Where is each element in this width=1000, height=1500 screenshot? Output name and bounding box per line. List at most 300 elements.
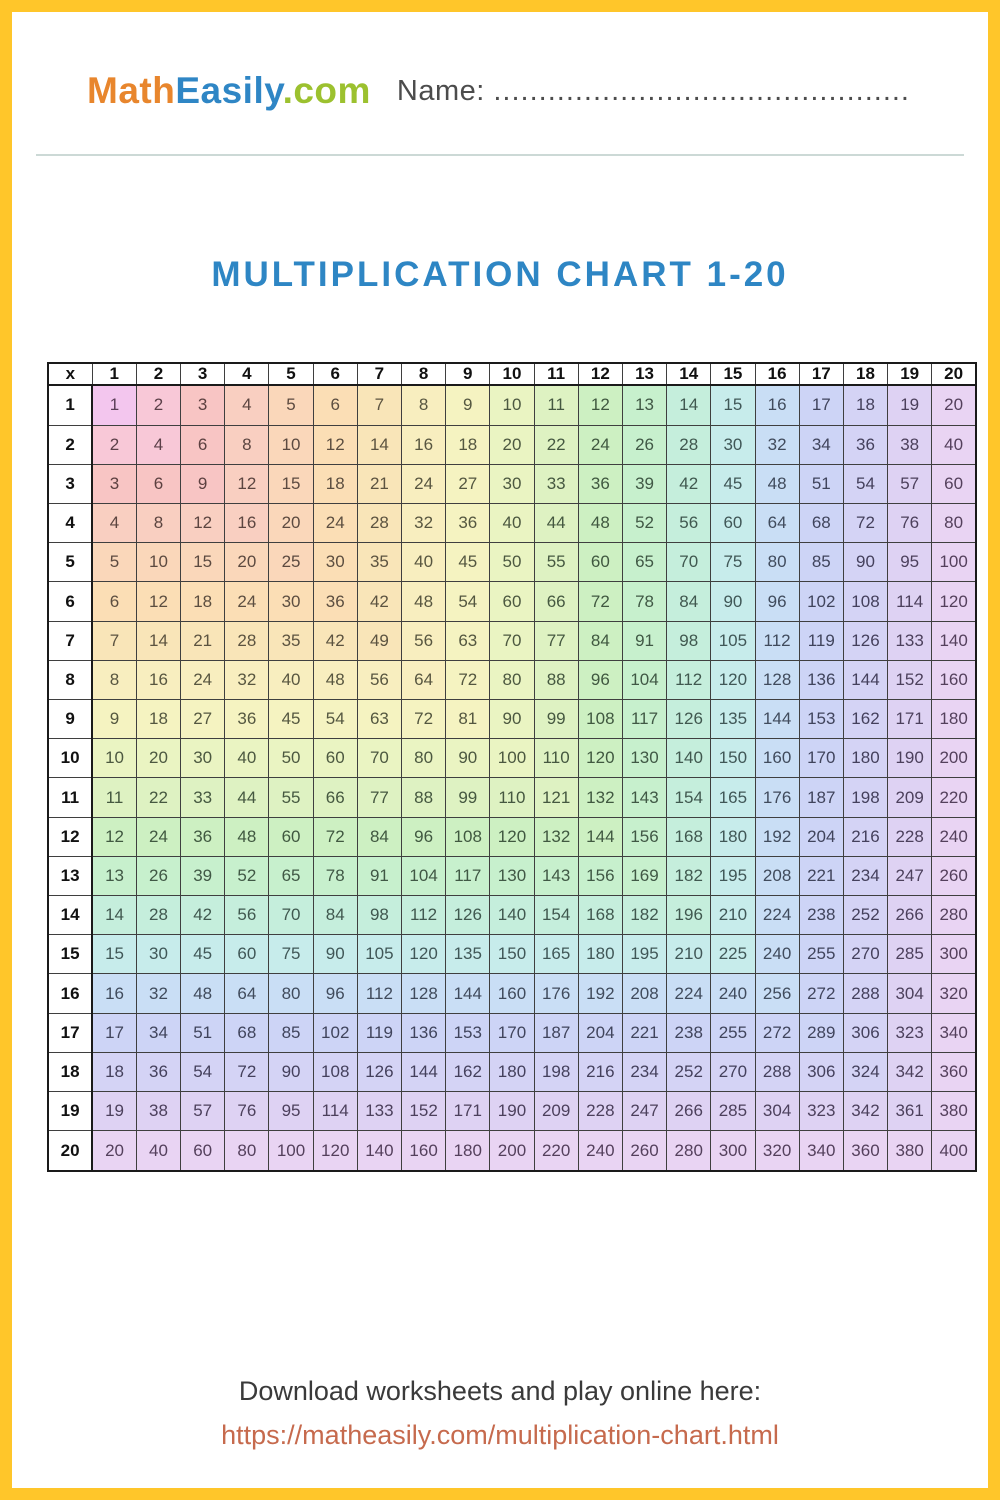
- table-cell: 8: [402, 385, 446, 425]
- table-row: [48, 1013, 976, 1052]
- column-header: 13: [622, 363, 666, 385]
- table-cell: 126: [446, 896, 490, 935]
- table-cell: 114: [313, 1092, 357, 1131]
- table-cell: 14: [667, 385, 711, 425]
- table-cell: 72: [313, 817, 357, 856]
- table-cell: 180: [843, 739, 887, 778]
- table-cell: 135: [711, 700, 755, 739]
- table-cell: 30: [136, 935, 180, 974]
- table-cell: 220: [932, 778, 976, 817]
- table-cell: 42: [667, 464, 711, 503]
- table-cell: 7: [357, 385, 401, 425]
- column-header: 17: [799, 363, 843, 385]
- table-cell: 144: [843, 660, 887, 699]
- row-header: 17: [48, 1013, 92, 1052]
- table-row: [48, 660, 976, 699]
- table-cell: 133: [888, 621, 932, 660]
- table-cell: 76: [888, 504, 932, 543]
- table-cell: 20: [92, 1131, 136, 1171]
- table-cell: 14: [136, 621, 180, 660]
- table-cell: 324: [843, 1052, 887, 1091]
- table-cell: 27: [181, 700, 225, 739]
- table-cell: 54: [843, 464, 887, 503]
- table-cell: 98: [667, 621, 711, 660]
- table-cell: 108: [446, 817, 490, 856]
- table-cell: 289: [799, 1013, 843, 1052]
- table-cell: 216: [843, 817, 887, 856]
- table-cell: 3: [181, 385, 225, 425]
- table-cell: 10: [269, 425, 313, 464]
- table-row: [48, 700, 976, 739]
- table-cell: 34: [799, 425, 843, 464]
- table-cell: 160: [755, 739, 799, 778]
- table-cell: 54: [313, 700, 357, 739]
- table-cell: 2: [92, 425, 136, 464]
- table-cell: 8: [225, 425, 269, 464]
- table-cell: 70: [269, 896, 313, 935]
- table-cell: 224: [667, 974, 711, 1013]
- table-cell: 63: [446, 621, 490, 660]
- table-cell: 45: [181, 935, 225, 974]
- table-cell: 64: [402, 660, 446, 699]
- table-cell: 4: [92, 504, 136, 543]
- table-cell: 75: [269, 935, 313, 974]
- table-cell: 221: [622, 1013, 666, 1052]
- table-cell: 88: [534, 660, 578, 699]
- table-row: [48, 543, 976, 582]
- table-cell: 95: [269, 1092, 313, 1131]
- corner-header-cell: x: [48, 363, 92, 385]
- table-cell: 42: [181, 896, 225, 935]
- row-header: 7: [48, 621, 92, 660]
- row-header: 12: [48, 817, 92, 856]
- table-cell: 240: [755, 935, 799, 974]
- table-cell: 44: [534, 504, 578, 543]
- table-cell: 90: [313, 935, 357, 974]
- table-cell: 176: [755, 778, 799, 817]
- table-cell: 14: [92, 896, 136, 935]
- table-cell: 48: [313, 660, 357, 699]
- table-cell: 80: [225, 1131, 269, 1171]
- row-header: 4: [48, 504, 92, 543]
- table-cell: 10: [490, 385, 534, 425]
- row-header: 2: [48, 425, 92, 464]
- table-cell: 272: [799, 974, 843, 1013]
- table-cell: 45: [269, 700, 313, 739]
- table-cell: 176: [534, 974, 578, 1013]
- table-cell: 72: [225, 1052, 269, 1091]
- table-cell: 117: [446, 856, 490, 895]
- table-cell: 340: [932, 1013, 976, 1052]
- table-row: [48, 896, 976, 935]
- page-header: [87, 70, 910, 112]
- table-cell: 28: [225, 621, 269, 660]
- table-cell: 36: [578, 464, 622, 503]
- table-cell: 180: [711, 817, 755, 856]
- table-cell: 64: [755, 504, 799, 543]
- table-cell: 42: [313, 621, 357, 660]
- table-cell: 130: [622, 739, 666, 778]
- table-cell: 342: [888, 1052, 932, 1091]
- table-cell: 68: [799, 504, 843, 543]
- table-cell: 98: [357, 896, 401, 935]
- table-cell: 160: [490, 974, 534, 1013]
- table-row: [48, 504, 976, 543]
- table-cell: 57: [888, 464, 932, 503]
- table-cell: 35: [269, 621, 313, 660]
- table-cell: 156: [622, 817, 666, 856]
- column-header: 15: [711, 363, 755, 385]
- table-cell: 190: [490, 1092, 534, 1131]
- table-cell: 247: [888, 856, 932, 895]
- row-header: 13: [48, 856, 92, 895]
- table-cell: 68: [225, 1013, 269, 1052]
- table-row: [48, 1052, 976, 1091]
- table-cell: 20: [932, 385, 976, 425]
- column-header: 1: [92, 363, 136, 385]
- table-cell: 143: [622, 778, 666, 817]
- table-cell: 100: [932, 543, 976, 582]
- table-cell: 169: [622, 856, 666, 895]
- table-cell: 6: [181, 425, 225, 464]
- table-cell: 120: [711, 660, 755, 699]
- table-cell: 144: [402, 1052, 446, 1091]
- table-cell: 35: [357, 543, 401, 582]
- table-cell: 16: [225, 504, 269, 543]
- column-header: 11: [534, 363, 578, 385]
- table-cell: 340: [799, 1131, 843, 1171]
- table-cell: 266: [667, 1092, 711, 1131]
- table-cell: 20: [269, 504, 313, 543]
- table-cell: 30: [313, 543, 357, 582]
- table-cell: 36: [843, 425, 887, 464]
- table-cell: 70: [667, 543, 711, 582]
- table-cell: 224: [755, 896, 799, 935]
- table-cell: 8: [136, 504, 180, 543]
- table-cell: 33: [181, 778, 225, 817]
- table-cell: 60: [269, 817, 313, 856]
- table-cell: 96: [755, 582, 799, 621]
- table-cell: 8: [92, 660, 136, 699]
- table-cell: 30: [269, 582, 313, 621]
- table-cell: 13: [622, 385, 666, 425]
- table-cell: 225: [711, 935, 755, 974]
- table-cell: 60: [313, 739, 357, 778]
- table-cell: 165: [534, 935, 578, 974]
- table-cell: 112: [755, 621, 799, 660]
- table-cell: 77: [357, 778, 401, 817]
- table-cell: 91: [622, 621, 666, 660]
- table-row: [48, 425, 976, 464]
- table-row: [48, 817, 976, 856]
- table-cell: 234: [622, 1052, 666, 1091]
- table-cell: 48: [578, 504, 622, 543]
- table-cell: 88: [402, 778, 446, 817]
- table-cell: 48: [755, 464, 799, 503]
- table-row: [48, 935, 976, 974]
- table-cell: 102: [799, 582, 843, 621]
- table-cell: 117: [622, 700, 666, 739]
- table-cell: 210: [711, 896, 755, 935]
- logo-part-math: Math: [87, 70, 176, 111]
- column-header: 19: [888, 363, 932, 385]
- table-cell: 154: [534, 896, 578, 935]
- table-cell: 56: [357, 660, 401, 699]
- table-cell: 80: [269, 974, 313, 1013]
- table-cell: 90: [711, 582, 755, 621]
- column-header: 10: [490, 363, 534, 385]
- table-cell: 152: [402, 1092, 446, 1131]
- table-cell: 180: [578, 935, 622, 974]
- table-cell: 32: [402, 504, 446, 543]
- table-cell: 72: [446, 660, 490, 699]
- table-cell: 171: [888, 700, 932, 739]
- table-cell: 60: [578, 543, 622, 582]
- table-cell: 234: [843, 856, 887, 895]
- table-cell: 24: [313, 504, 357, 543]
- table-cell: 18: [92, 1052, 136, 1091]
- table-cell: 192: [578, 974, 622, 1013]
- table-cell: 128: [755, 660, 799, 699]
- table-cell: 12: [136, 582, 180, 621]
- table-cell: 260: [622, 1131, 666, 1171]
- table-cell: 50: [269, 739, 313, 778]
- table-cell: 126: [843, 621, 887, 660]
- table-cell: 255: [799, 935, 843, 974]
- table-cell: 64: [225, 974, 269, 1013]
- table-cell: 60: [932, 464, 976, 503]
- table-cell: 91: [357, 856, 401, 895]
- table-cell: 21: [357, 464, 401, 503]
- table-cell: 104: [402, 856, 446, 895]
- table-cell: 16: [402, 425, 446, 464]
- multiplication-table: [47, 362, 977, 1172]
- table-cell: 15: [181, 543, 225, 582]
- column-header: 2: [136, 363, 180, 385]
- table-cell: 204: [578, 1013, 622, 1052]
- table-cell: 190: [888, 739, 932, 778]
- table-cell: 195: [622, 935, 666, 974]
- table-cell: 132: [578, 778, 622, 817]
- table-cell: 17: [92, 1013, 136, 1052]
- table-cell: 42: [357, 582, 401, 621]
- column-header: 3: [181, 363, 225, 385]
- table-cell: 33: [534, 464, 578, 503]
- table-cell: 198: [534, 1052, 578, 1091]
- table-cell: 288: [755, 1052, 799, 1091]
- table-cell: 108: [578, 700, 622, 739]
- table-cell: 187: [534, 1013, 578, 1052]
- table-cell: 240: [578, 1131, 622, 1171]
- table-cell: 255: [711, 1013, 755, 1052]
- site-logo: [87, 70, 371, 112]
- table-cell: 270: [843, 935, 887, 974]
- table-cell: 16: [92, 974, 136, 1013]
- table-cell: 40: [225, 739, 269, 778]
- table-cell: 280: [667, 1131, 711, 1171]
- table-cell: 18: [446, 425, 490, 464]
- footer-url-link[interactable]: https://matheasily.com/multiplication-chart.html: [221, 1420, 779, 1450]
- table-cell: 112: [402, 896, 446, 935]
- table-cell: 323: [799, 1092, 843, 1131]
- table-cell: 20: [225, 543, 269, 582]
- table-cell: 40: [269, 660, 313, 699]
- table-cell: 48: [181, 974, 225, 1013]
- table-cell: 32: [136, 974, 180, 1013]
- table-cell: 24: [578, 425, 622, 464]
- table-cell: 40: [490, 504, 534, 543]
- table-cell: 195: [711, 856, 755, 895]
- table-cell: 36: [313, 582, 357, 621]
- table-cell: 272: [755, 1013, 799, 1052]
- table-cell: 285: [888, 935, 932, 974]
- table-cell: 25: [269, 543, 313, 582]
- column-header: 6: [313, 363, 357, 385]
- table-cell: 28: [136, 896, 180, 935]
- table-cell: 256: [755, 974, 799, 1013]
- table-cell: 80: [490, 660, 534, 699]
- table-cell: 252: [667, 1052, 711, 1091]
- table-cell: 153: [799, 700, 843, 739]
- table-cell: 128: [402, 974, 446, 1013]
- table-cell: 96: [578, 660, 622, 699]
- table-cell: 70: [357, 739, 401, 778]
- table-cell: 18: [136, 700, 180, 739]
- table-row: [48, 974, 976, 1013]
- table-cell: 168: [578, 896, 622, 935]
- table-cell: 126: [357, 1052, 401, 1091]
- table-cell: 165: [711, 778, 755, 817]
- table-cell: 48: [225, 817, 269, 856]
- table-row: [48, 1092, 976, 1131]
- column-header: 5: [269, 363, 313, 385]
- table-cell: 56: [402, 621, 446, 660]
- table-cell: 120: [313, 1131, 357, 1171]
- table-cell: 90: [269, 1052, 313, 1091]
- table-cell: 38: [136, 1092, 180, 1131]
- table-cell: 84: [667, 582, 711, 621]
- table-cell: 168: [667, 817, 711, 856]
- table-cell: 119: [799, 621, 843, 660]
- table-cell: 52: [225, 856, 269, 895]
- table-cell: 180: [490, 1052, 534, 1091]
- table-cell: 60: [711, 504, 755, 543]
- table-cell: 22: [136, 778, 180, 817]
- column-header: 12: [578, 363, 622, 385]
- table-cell: 130: [490, 856, 534, 895]
- table-cell: 84: [578, 621, 622, 660]
- table-cell: 57: [181, 1092, 225, 1131]
- name-field: [397, 75, 910, 108]
- table-cell: 99: [534, 700, 578, 739]
- table-cell: 20: [136, 739, 180, 778]
- table-cell: 15: [92, 935, 136, 974]
- table-cell: 306: [843, 1013, 887, 1052]
- table-cell: 220: [534, 1131, 578, 1171]
- table-cell: 70: [490, 621, 534, 660]
- table-cell: 187: [799, 778, 843, 817]
- table-cell: 160: [402, 1131, 446, 1171]
- table-cell: 78: [622, 582, 666, 621]
- header-divider: [36, 154, 964, 156]
- table-cell: 285: [711, 1092, 755, 1131]
- table-cell: 56: [225, 896, 269, 935]
- table-cell: 60: [225, 935, 269, 974]
- column-header: 18: [843, 363, 887, 385]
- table-cell: 72: [843, 504, 887, 543]
- table-cell: 65: [622, 543, 666, 582]
- table-cell: 4: [136, 425, 180, 464]
- table-cell: 102: [313, 1013, 357, 1052]
- table-cell: 54: [446, 582, 490, 621]
- table-cell: 75: [711, 543, 755, 582]
- table-cell: 72: [402, 700, 446, 739]
- table-cell: 9: [181, 464, 225, 503]
- table-cell: 10: [92, 739, 136, 778]
- table-cell: 182: [622, 896, 666, 935]
- table-cell: 171: [446, 1092, 490, 1131]
- table-cell: 170: [799, 739, 843, 778]
- table-cell: 100: [269, 1131, 313, 1171]
- table-cell: 30: [490, 464, 534, 503]
- row-header: 5: [48, 543, 92, 582]
- table-cell: 19: [888, 385, 932, 425]
- table-cell: 20: [490, 425, 534, 464]
- table-cell: 14: [357, 425, 401, 464]
- table-cell: 36: [136, 1052, 180, 1091]
- table-cell: 247: [622, 1092, 666, 1131]
- table-cell: 238: [799, 896, 843, 935]
- table-cell: 252: [843, 896, 887, 935]
- table-row: [48, 582, 976, 621]
- table-cell: 400: [932, 1131, 976, 1171]
- table-cell: 56: [667, 504, 711, 543]
- table-cell: 209: [534, 1092, 578, 1131]
- table-cell: 24: [136, 817, 180, 856]
- table-cell: 380: [888, 1131, 932, 1171]
- table-cell: 12: [225, 464, 269, 503]
- table-row: [48, 621, 976, 660]
- table-cell: 44: [225, 778, 269, 817]
- table-cell: 17: [799, 385, 843, 425]
- table-cell: 5: [269, 385, 313, 425]
- row-header: 3: [48, 464, 92, 503]
- table-cell: 15: [711, 385, 755, 425]
- row-header: 1: [48, 385, 92, 425]
- table-cell: 170: [490, 1013, 534, 1052]
- table-cell: 306: [799, 1052, 843, 1091]
- table-cell: 320: [755, 1131, 799, 1171]
- table-cell: 51: [799, 464, 843, 503]
- table-cell: 360: [843, 1131, 887, 1171]
- table-cell: 200: [490, 1131, 534, 1171]
- row-header: 14: [48, 896, 92, 935]
- table-cell: 6: [92, 582, 136, 621]
- table-cell: 208: [755, 856, 799, 895]
- table-cell: 90: [446, 739, 490, 778]
- table-cell: 300: [932, 935, 976, 974]
- table-cell: 300: [711, 1131, 755, 1171]
- table-cell: 81: [446, 700, 490, 739]
- table-cell: 26: [622, 425, 666, 464]
- table-cell: 99: [446, 778, 490, 817]
- table-cell: 36: [181, 817, 225, 856]
- table-cell: 9: [92, 700, 136, 739]
- table-cell: 12: [313, 425, 357, 464]
- table-cell: 342: [843, 1092, 887, 1131]
- table-cell: 240: [711, 974, 755, 1013]
- table-cell: 120: [402, 935, 446, 974]
